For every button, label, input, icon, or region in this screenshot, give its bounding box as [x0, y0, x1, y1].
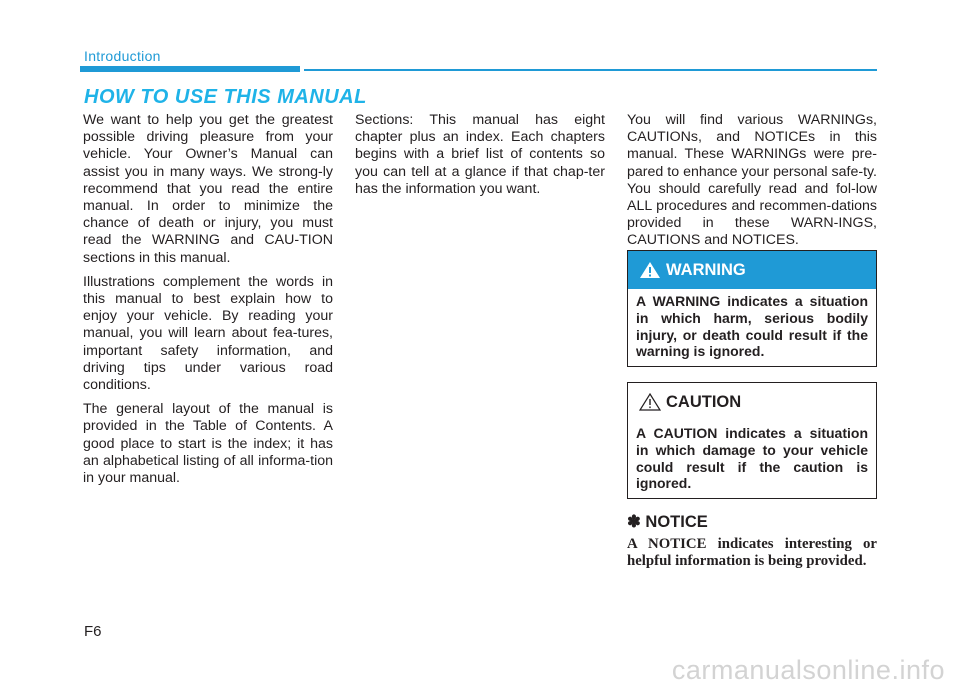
notice-star-icon: ✽	[627, 513, 641, 531]
paragraph: Sections: This manual has eight chapter plus an index. Each chapters begins with a brief list of contents so you can tell at a glance if that chap-ter has the information you want.	[355, 112, 605, 197]
header-rule-thin	[304, 69, 877, 71]
warning-title: WARNING	[666, 260, 746, 279]
caution-box	[627, 382, 877, 499]
paragraph: The general layout of the manual is provided in the Table of Contents. A good place to start is the index; it has an alphabetical listing of all informa-tion in your manual.	[83, 401, 333, 487]
warning-box	[627, 250, 877, 367]
text-column-2	[355, 112, 605, 205]
notice-title: NOTICE	[645, 513, 708, 531]
warning-header	[628, 251, 876, 289]
text-column-1	[83, 112, 333, 494]
notice-heading	[627, 512, 708, 532]
notice-text: A NOTICE indicates interesting or helpful information is being provided.	[627, 536, 877, 569]
section-label: Introduction	[84, 48, 161, 64]
caution-header	[628, 383, 876, 421]
caution-title: CAUTION	[666, 392, 742, 411]
paragraph: We want to help you get the greatest possible driving pleasure from your vehicle. Your Owner’s Manual can assist you in many ways. We strong-ly recommend that you read the entire manual. In order to minimize the chance of death or injury, you must read the WARNING and CAU-TION sections in this manual.	[83, 112, 333, 266]
paragraph: Illustrations complement the words in this manual to best explain how to enjoy your vehicle. By reading your manual, you will learn about fea-tures, important safety information, and driving tips under various road conditions.	[83, 273, 333, 394]
warning-text: A WARNING indicates a situation in which harm, serious bodily injury, or death could result if the warning is ignored.	[636, 293, 868, 360]
caution-triangle-icon	[638, 392, 662, 412]
header-rule-thick	[80, 66, 300, 72]
caution-text: A CAUTION indicates a situation in which damage to your vehicle could result if the caution is ignored.	[636, 425, 868, 492]
text-column-3	[627, 112, 877, 257]
page-number: F6	[84, 623, 102, 640]
warning-triangle-icon	[638, 260, 662, 280]
watermark: carmanualsonline.info	[671, 655, 945, 685]
paragraph: You will find various WARNINGs, CAUTIONs, and NOTICEs in this manual. These WARNINGs were pre-pared to enhance your personal safe-ty. You should carefully read and fol-low ALL procedures and recommen-dations provided in these WARN-INGS, CAUTIONS and NOTICES.	[627, 112, 877, 249]
page-title: HOW TO USE THIS MANUAL	[84, 86, 367, 108]
